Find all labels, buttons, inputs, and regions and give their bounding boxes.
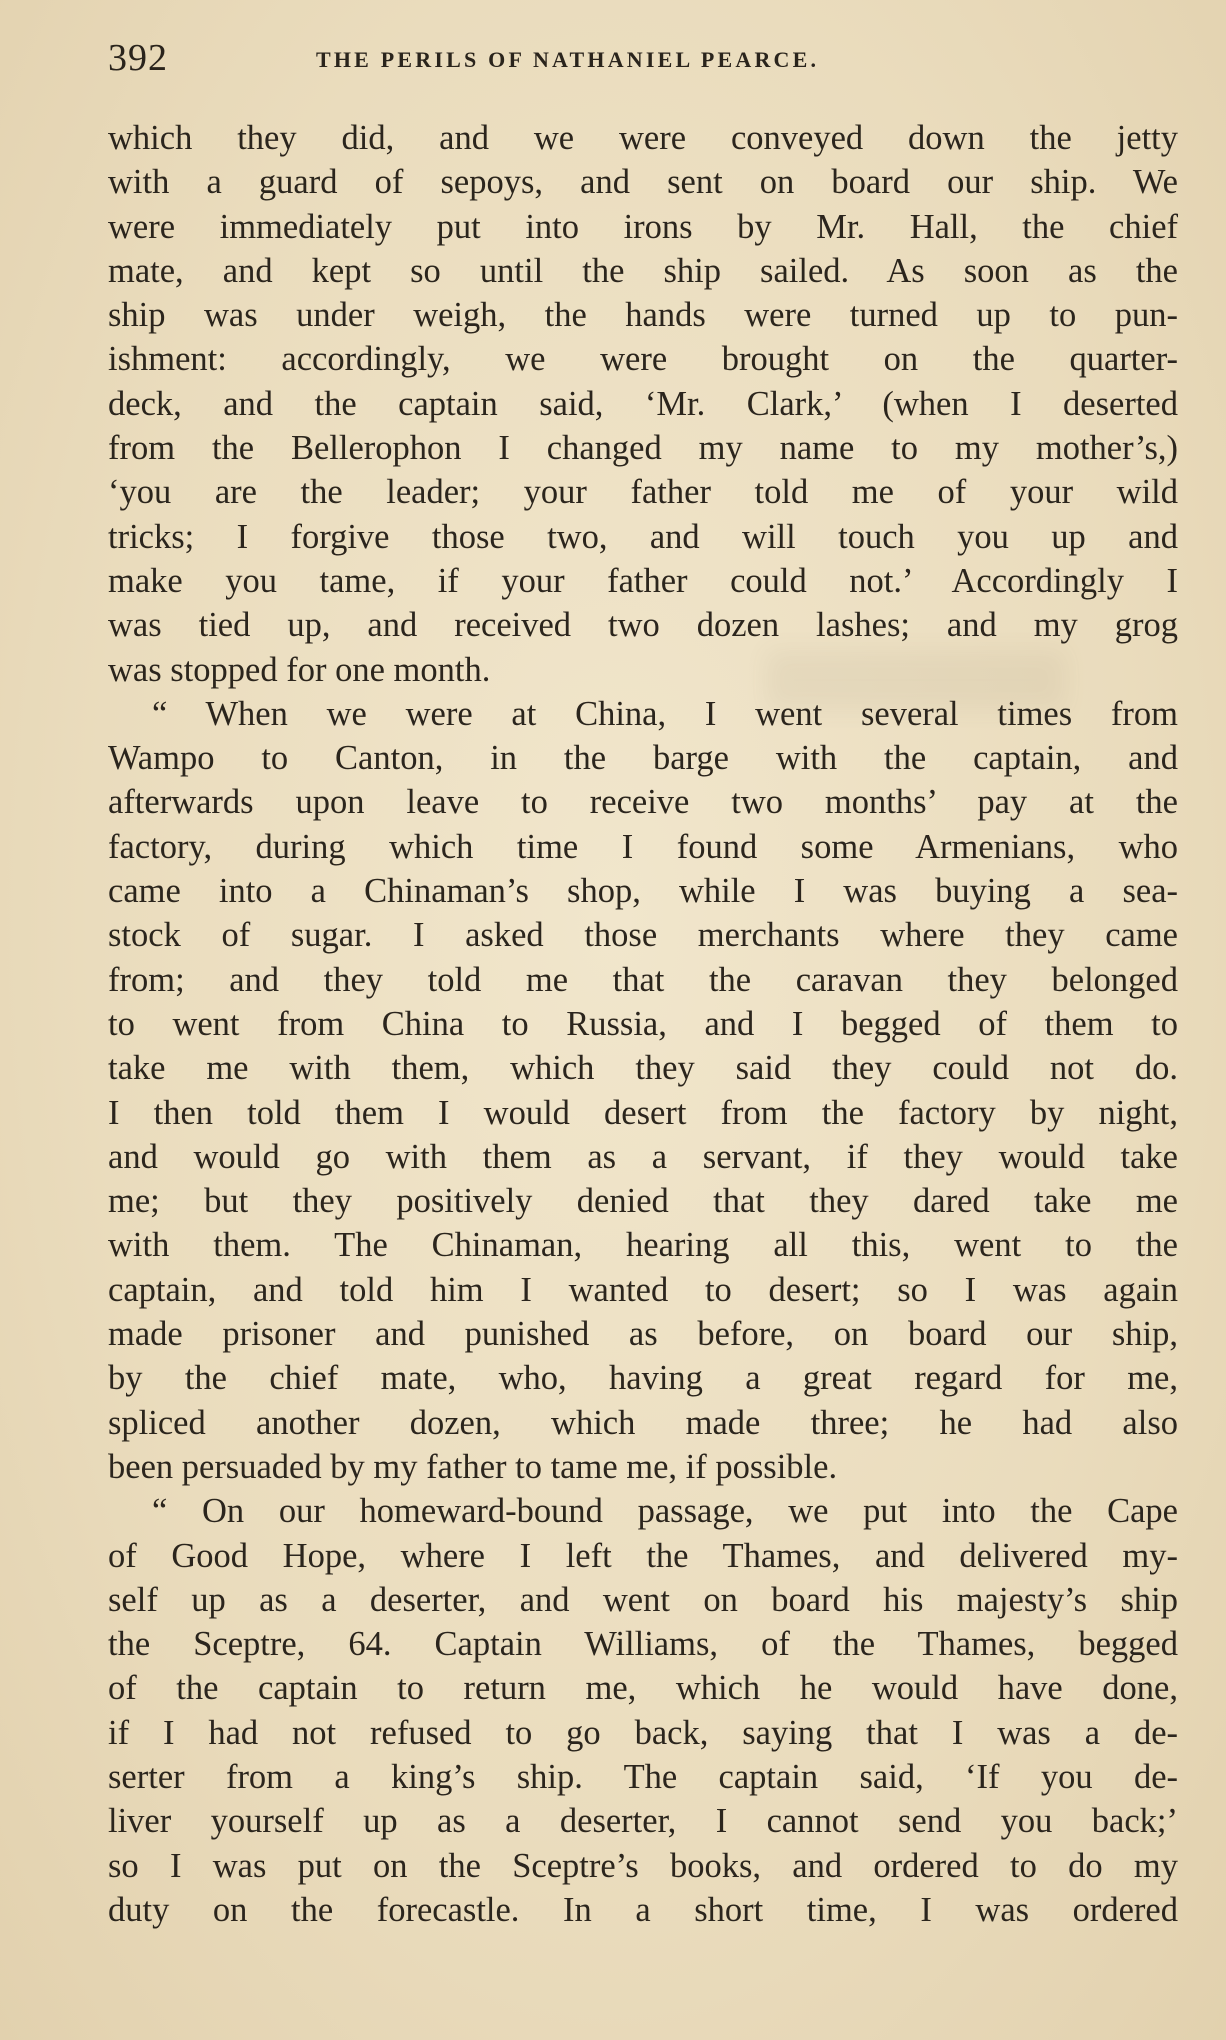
text-line: Wampo to Canton, in the barge with the captain, and [108, 739, 1178, 778]
text-line: ship was under weigh, the hands were turned up to pun- [108, 296, 1178, 335]
text-line: to went from China to Russia, and I begged of them to [108, 1004, 1178, 1043]
text-line: I then told them I would desert from the factory by night, [108, 1093, 1178, 1132]
text-line: and would go with them as a servant, if they would take [108, 1137, 1178, 1176]
page-header [108, 36, 1178, 79]
text-line: was tied up, and received two dozen lashes; and my grog [108, 606, 1178, 645]
running-head: THE PERILS OF NATHANIEL PEARCE. [316, 47, 820, 72]
text-line: self up as a deserter, and went on board his majesty’s ship [108, 1580, 1178, 1619]
text-line: of the captain to return me, which he would have done, [108, 1669, 1178, 1708]
text-line: if I had not refused to go back, saying that I was a de- [108, 1713, 1178, 1752]
text-line: made prisoner and punished as before, on board our ship, [108, 1315, 1178, 1354]
text-line: mate, and kept so until the ship sailed. As soon as the [108, 251, 1178, 290]
text-line: was stopped for one month. [108, 650, 491, 689]
text-line: with a guard of sepoys, and sent on board our ship. We [108, 163, 1178, 202]
text-line: serter from a king’s ship. The captain said, ‘If you de- [108, 1757, 1178, 1796]
text-line: which they did, and we were conveyed down the jetty [108, 119, 1178, 157]
body-text [108, 116, 1178, 1932]
text-line: from the Bellerophon I changed my name to my mother’s,) [108, 429, 1178, 468]
page-number: 392 [108, 37, 168, 79]
text-line: captain, and told him I wanted to desert; so I was again [108, 1270, 1178, 1309]
text-line: afterwards upon leave to receive two months’ pay at the [108, 783, 1178, 822]
text-line: been persuaded by my father to tame me, if possible. [108, 1447, 838, 1486]
text-line: liver yourself up as a deserter, I cannot send you back;’ [108, 1802, 1178, 1841]
text-line: duty on the forecastle. In a short time, I was ordered [108, 1890, 1178, 1929]
text-line: spliced another dozen, which made three; he had also [108, 1403, 1178, 1442]
text-line: take me with them, which they said they could not do. [108, 1049, 1178, 1088]
text-line: by the chief mate, who, having a great regard for me, [108, 1359, 1178, 1398]
text-line: stock of sugar. I asked those merchants where they came [108, 916, 1178, 955]
text-line: “ When we were at China, I went several times from [152, 694, 1178, 733]
text-line: with them. The Chinaman, hearing all this, went to the [108, 1226, 1178, 1265]
text-line: the Sceptre, 64. Captain Williams, of the Thames, begged [108, 1625, 1178, 1664]
text-line: so I was put on the Sceptre’s books, and ordered to do my [108, 1846, 1178, 1885]
text-line: came into a Chinaman’s shop, while I was buying a sea- [108, 872, 1178, 911]
text-line: “ On our homeward-bound passage, we put into the Cape [152, 1492, 1178, 1531]
text-line: tricks; I forgive those two, and will touch you up and [108, 517, 1178, 556]
text-line: me; but they positively denied that they dared take me [108, 1182, 1178, 1221]
text-line: make you tame, if your father could not.’ Accordingly I [108, 561, 1178, 600]
text-line: of Good Hope, where I left the Thames, and delivered my- [108, 1536, 1178, 1575]
text-line: were immediately put into irons by Mr. Hall, the chief [108, 207, 1178, 246]
text-line: ‘you are the leader; your father told me of your wild [108, 473, 1178, 512]
text-line: ishment: accordingly, we were brought on the quarter- [108, 340, 1178, 379]
text-line: from; and they told me that the caravan they belonged [108, 960, 1178, 999]
text-line: deck, and the captain said, ‘Mr. Clark,’ (when I deserted [108, 384, 1178, 423]
text-line: factory, during which time I found some Armenians, who [108, 827, 1178, 866]
